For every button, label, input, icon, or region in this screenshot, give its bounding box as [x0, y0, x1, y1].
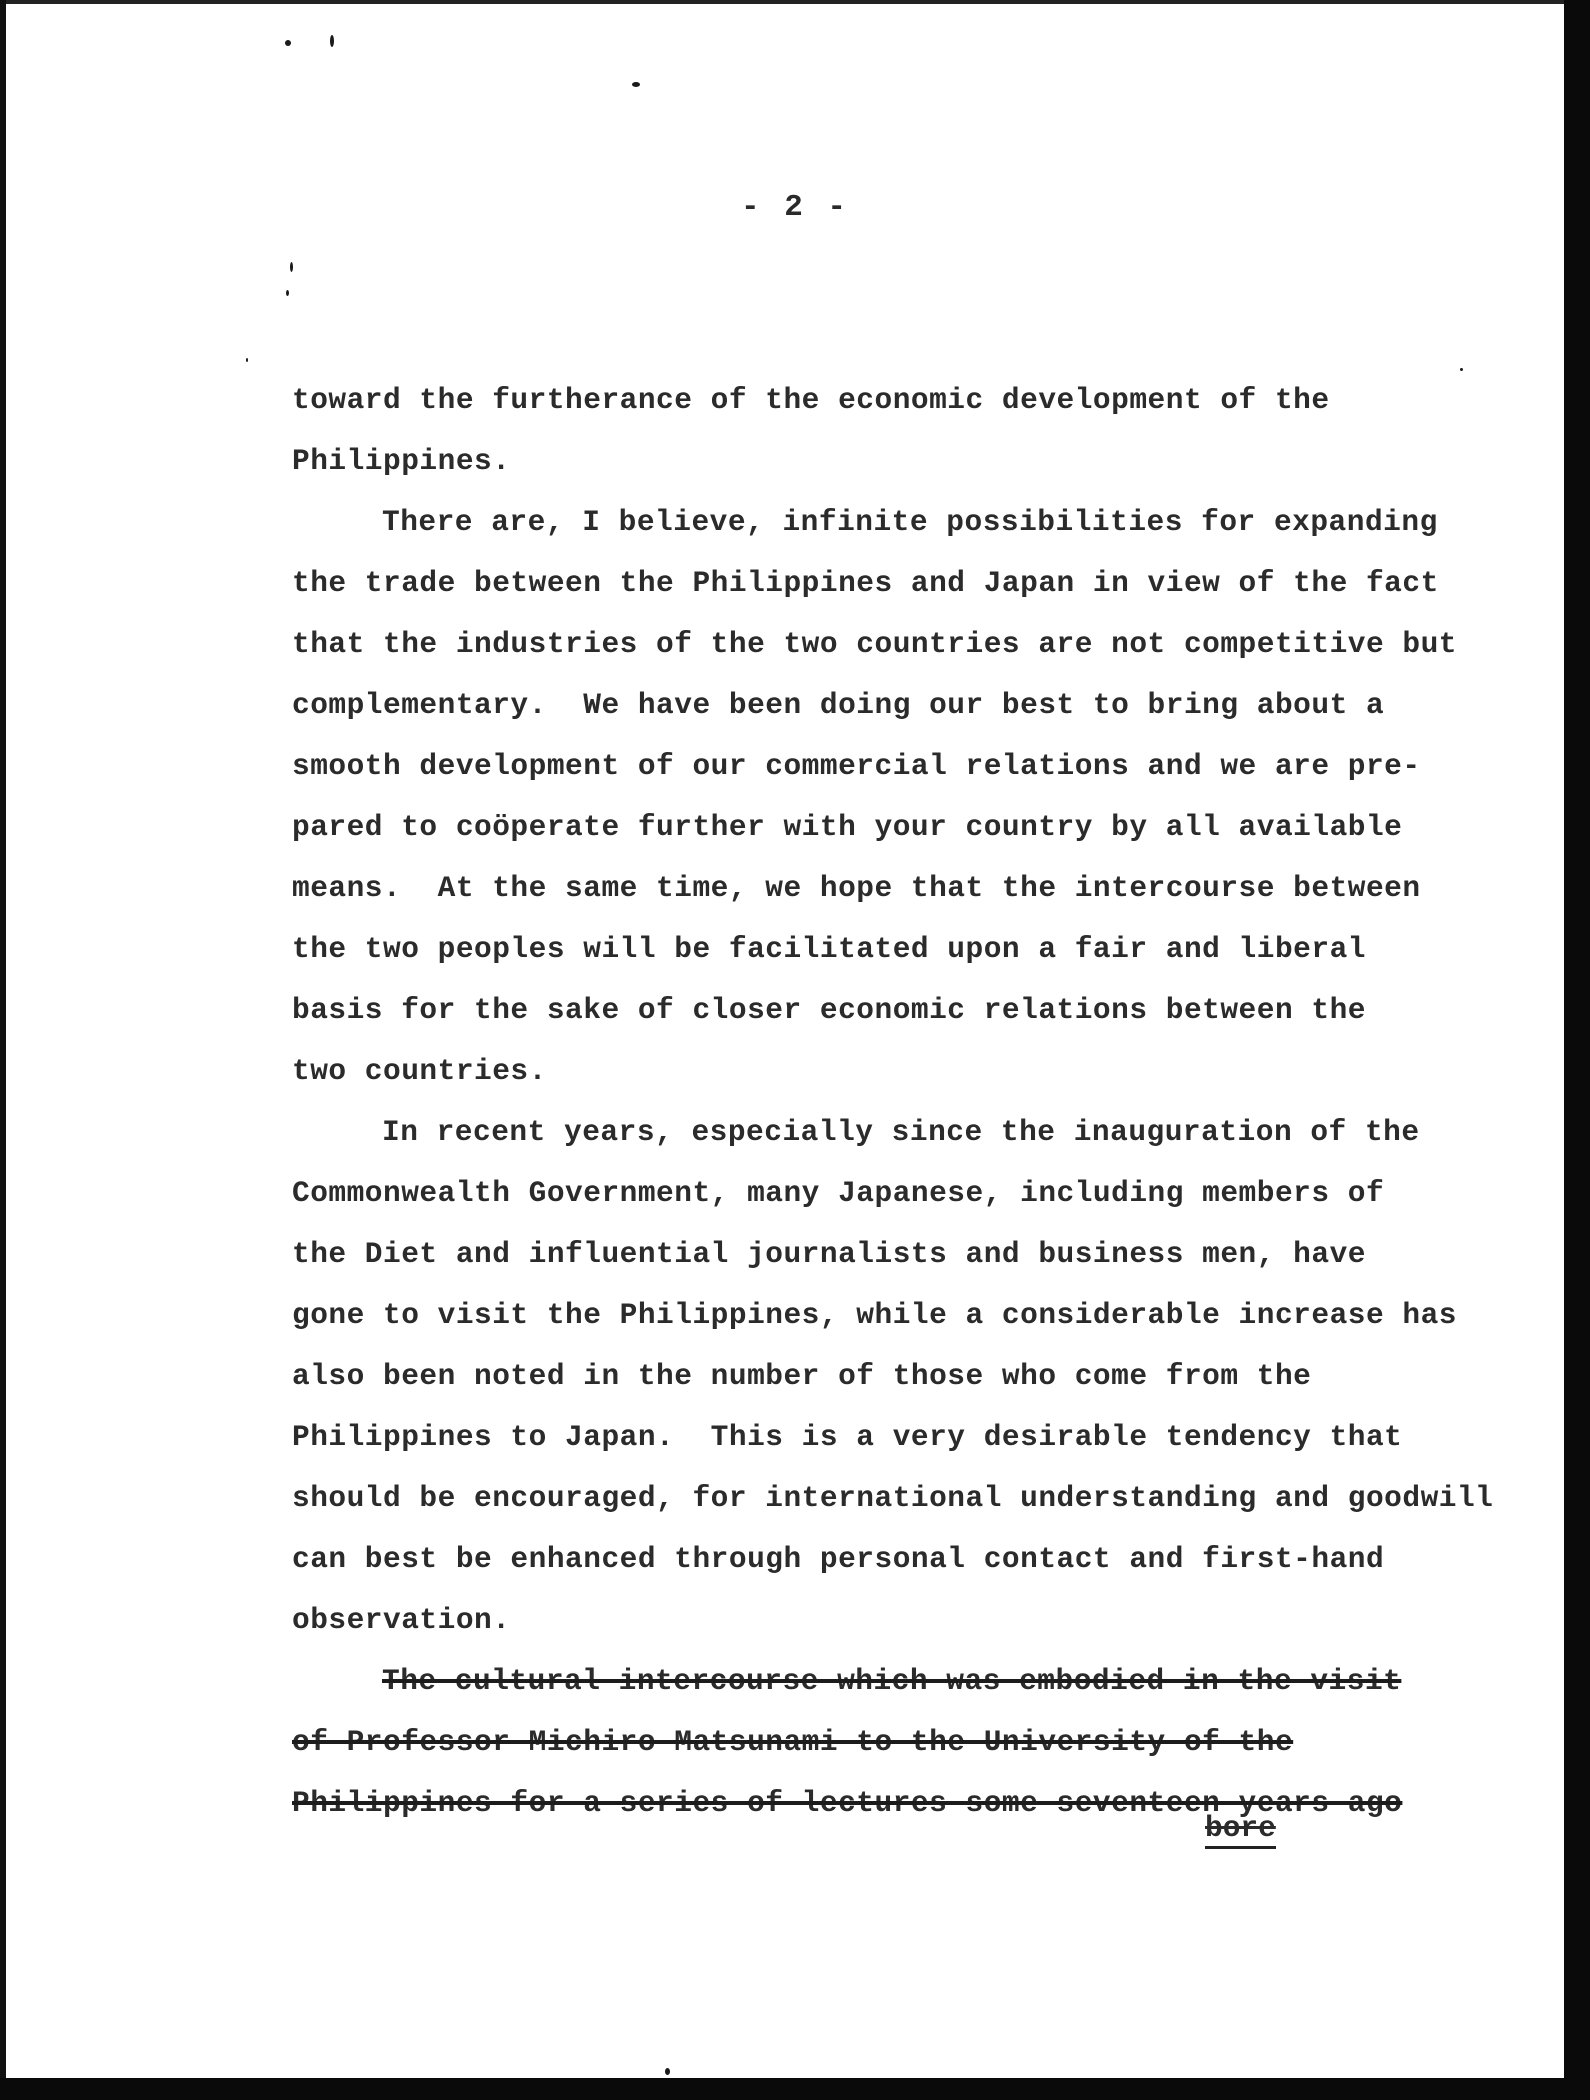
text-line: Philippines to Japan. This is a very desirable tendency that: [292, 1420, 1403, 1454]
scan-edge-top: [0, 0, 1590, 4]
text-line: pared to coöperate further with your country by all available: [292, 810, 1403, 844]
scan-edge-left: [0, 0, 6, 2100]
scan-speck: [286, 290, 289, 296]
text-line: basis for the sake of closer economic relations between the: [292, 993, 1366, 1027]
document-body: [292, 370, 1522, 1834]
text-line: two countries.: [292, 1054, 547, 1088]
text-line: In recent years, especially since the inauguration of the: [382, 1115, 1420, 1149]
text-line: should be encouraged, for international understanding and goodwill: [292, 1481, 1494, 1515]
text-line: Philippines.: [292, 444, 511, 478]
text-line: that the industries of the two countries are not competitive but: [292, 627, 1457, 661]
text-line: There are, I believe, infinite possibilities for expanding: [382, 505, 1438, 539]
struck-text-line: Philippines for a series of lectures some seventeen years ago: [292, 1786, 1403, 1820]
text-line: toward the furtherance of the economic development of the: [292, 383, 1330, 417]
catchword: bore: [1205, 1812, 1276, 1849]
text-line: smooth development of our commercial relations and we are pre-: [292, 749, 1421, 783]
text-line: the Diet and influential journalists and business men, have: [292, 1237, 1366, 1271]
scan-speck: [246, 358, 248, 362]
text-line: means. At the same time, we hope that the intercourse between: [292, 871, 1421, 905]
scan-speck: [665, 2068, 670, 2075]
text-line: also been noted in the number of those who come from the: [292, 1359, 1312, 1393]
scan-edge-right: [1564, 0, 1590, 2100]
text-line: observation.: [292, 1603, 511, 1637]
scan-speck: [285, 40, 291, 46]
text-line: the two peoples will be facilitated upon a fair and liberal: [292, 932, 1366, 966]
text-line: can best be enhanced through personal contact and first-hand: [292, 1542, 1385, 1576]
scan-speck: [632, 82, 640, 87]
text-line: the trade between the Philippines and Japan in view of the fact: [292, 566, 1439, 600]
text-line: Commonwealth Government, many Japanese, including members of: [292, 1176, 1385, 1210]
scan-speck: [330, 35, 334, 47]
struck-text-line: of Professor Michiro Matsunami to the University of the: [292, 1725, 1294, 1759]
text-line: gone to visit the Philippines, while a considerable increase has: [292, 1298, 1457, 1332]
scan-speck: [290, 262, 293, 272]
struck-text-line: The cultural intercourse which was embodied in the visit: [382, 1664, 1402, 1698]
scan-edge-bottom: [0, 2078, 1590, 2100]
text-line: complementary. We have been doing our best to bring about a: [292, 688, 1385, 722]
page-number: - 2 -: [740, 190, 849, 225]
